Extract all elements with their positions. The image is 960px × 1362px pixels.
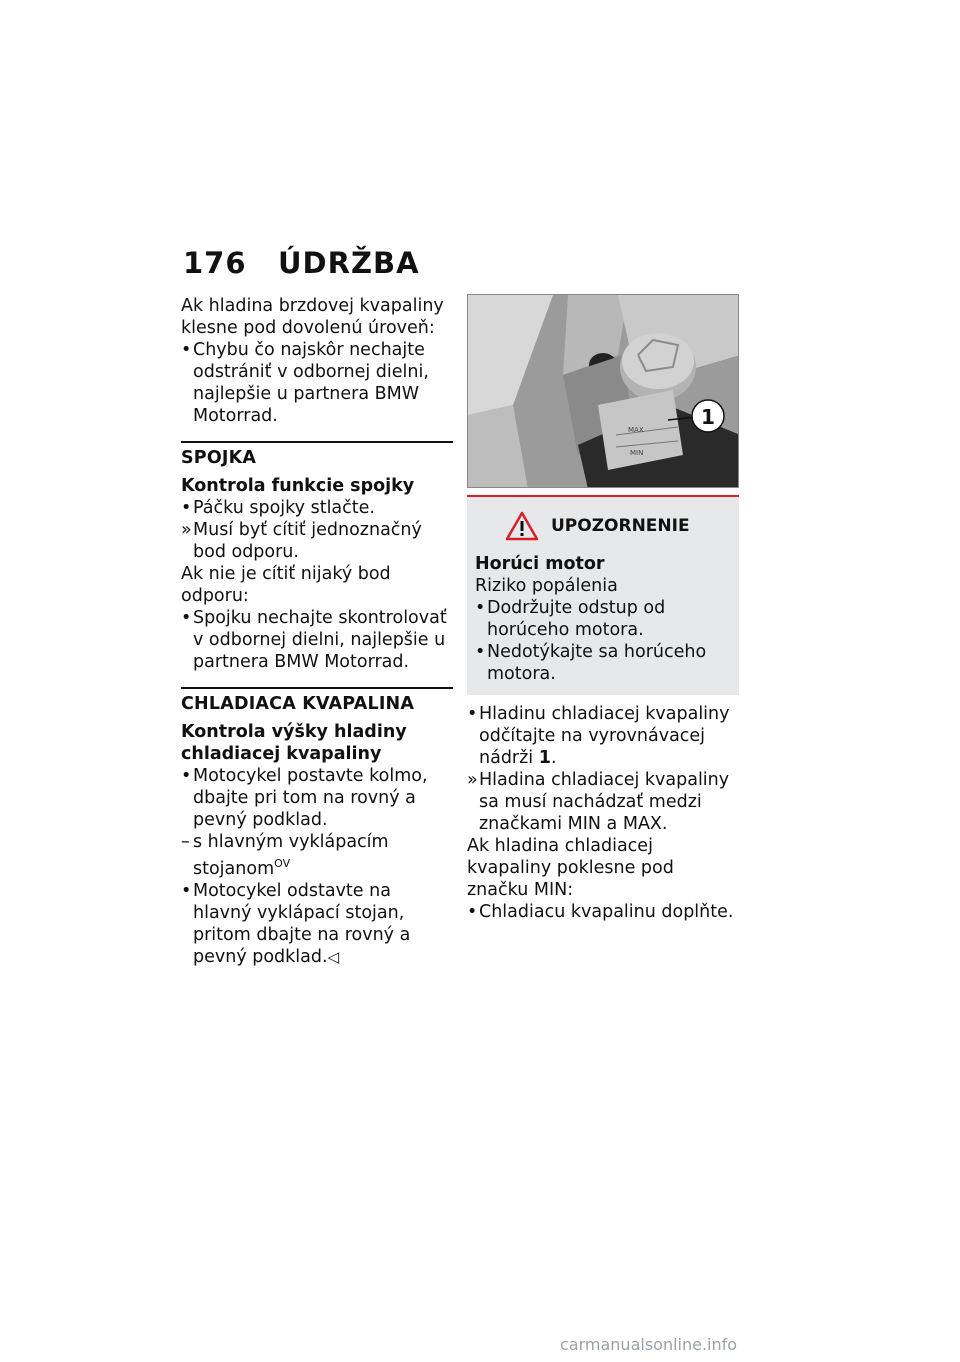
watermark: carmanualsonline.info <box>560 1335 738 1354</box>
right-column <box>467 294 739 923</box>
section-title-spojka: SPOJKA <box>181 448 257 468</box>
chladiaca-condition: – s hlavným vyklápacím stojanom$^{OV}$ <box>181 832 389 879</box>
warning-heading: Horúci motor <box>475 554 605 574</box>
spojka-text: Ak nie je cítiť nijaký bod odporu: <box>181 564 391 606</box>
section-spojka <box>181 441 453 673</box>
svg-text:MAX: MAX <box>628 426 644 434</box>
section-chladiaca <box>181 687 453 968</box>
intro-text: Ak hladina brzdovej kvapaliny klesne pod dovolenú úroveň: <box>181 296 444 338</box>
callout-number: 1 <box>701 405 715 429</box>
coolant-result-1: » Hladina chladiacej kvapaliny sa musí nachádzať medzi značkami MIN a MAX. <box>467 770 730 834</box>
spojka-bullet-2: • Spojku nechajte skontrolovať v odbornej dielni, najlepšie u partnera BMW Motorrad. <box>181 607 453 673</box>
warning-bullet-1: • Dodržujte odstup od horúceho motora. <box>475 597 725 641</box>
page-title: ÚDRŽBA <box>278 246 420 280</box>
chladiaca-bullet-2: • Motocykel odstavte na hlavný vyklápací stojan, pritom dbajte na rovný a pevný podklad.◁ <box>181 880 453 968</box>
warning-label: UPOZORNENIE <box>551 516 690 536</box>
coolant-steps <box>467 703 739 923</box>
page-number: 176 <box>183 246 247 280</box>
left-column <box>181 295 453 968</box>
subtitle-spojka: Kontrola funkcie spojky <box>181 476 415 496</box>
coolant-text: Ak hladina chladiacej kvapaliny poklesne pod značku MIN: <box>467 836 674 900</box>
spojka-bullet-1: • Páčku spojky stlačte. <box>181 497 453 519</box>
warning-subtext: Riziko popálenia <box>475 576 618 596</box>
warning-header <box>475 511 725 541</box>
chladiaca-bullet-1: • Motocykel postavte kolmo, dbajte pri tom na rovný a pevný podklad. <box>181 765 453 831</box>
warning-triangle-icon <box>505 511 539 541</box>
spojka-result-1: » Musí byť cítiť jednoznačný bod odporu. <box>181 520 422 562</box>
end-mark-icon: ◁ <box>327 947 340 966</box>
warning-bullet-2: • Nedotýkajte sa horúceho motora. <box>475 641 725 685</box>
intro-bullet: • Chybu čo najskôr nechajte odstrániť v odbornej dielni, najlepšie u partnera BMW Motorrad. <box>181 339 453 427</box>
subtitle-chladiaca: Kontrola výšky hladiny chladiacej kvapaliny <box>181 722 407 764</box>
page-header <box>183 246 420 280</box>
coolant-bullet-1: • Hladinu chladiacej kvapaliny odčítajte na vyrovnávacej nádrži 1. <box>467 703 739 769</box>
coolant-reservoir-illustration <box>468 295 739 488</box>
coolant-bullet-2: • Chladiacu kvapalinu doplňte. <box>467 901 739 923</box>
svg-text:MIN: MIN <box>630 449 644 457</box>
coolant-reservoir-figure <box>467 294 739 488</box>
section-title-chladiaca: CHLADIACA KVAPALINA <box>181 694 415 714</box>
warning-box <box>467 495 739 695</box>
optional-equipment-sup: OV <box>274 857 291 870</box>
